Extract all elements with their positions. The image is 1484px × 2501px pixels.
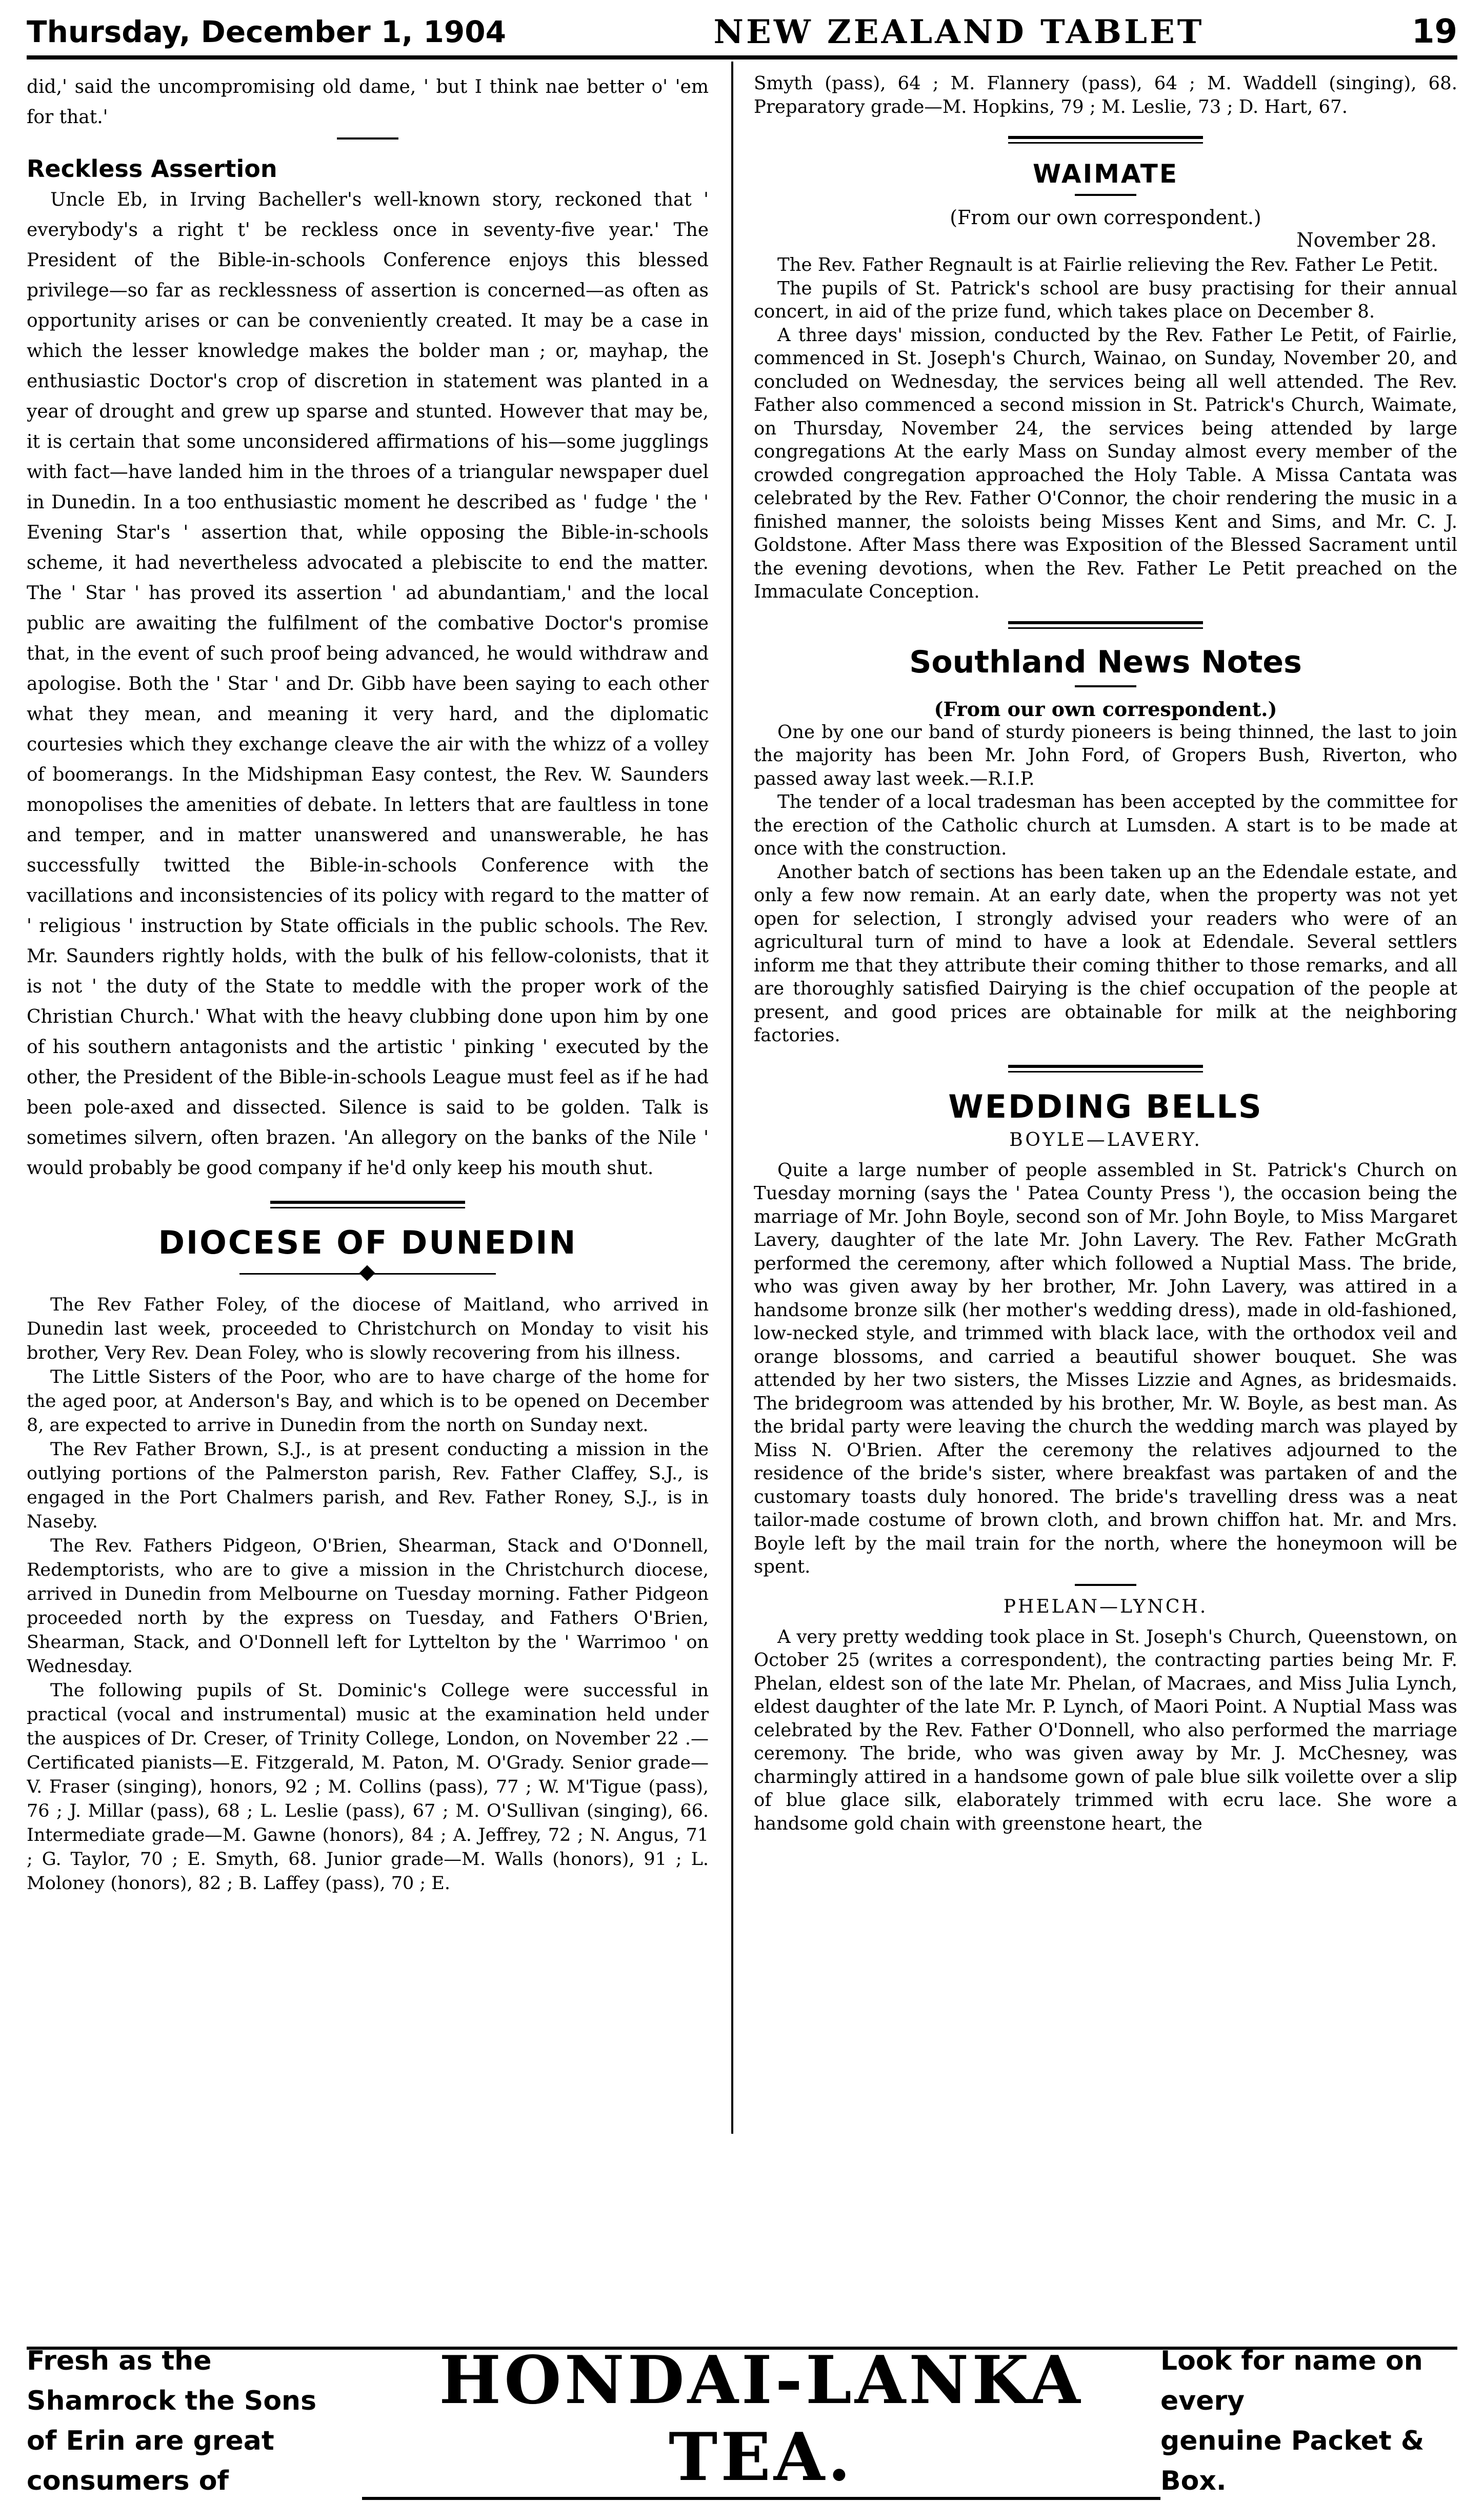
advert-right-line: genuine Packet & Box.	[1160, 2426, 1425, 2496]
waimate-correspondent: (From our own correspondent.)	[950, 206, 1261, 229]
continuation-paragraph: Smyth (pass), 64 ; M. Flannery (pass), 64 ; M. Waddell (singing), 68. Preparatory grade—M. Hopkins, 79 ; M. Leslie, 73 ; D. Hart, 67.	[754, 73, 1457, 117]
reckless-assertion-body: Uncle Eb, in Irving Bacheller's well-known story, reckoned that ' everybody's a right t' be reckless once in seventy-five year.' The President of the Bible-in-schools Conference enjoys this blessed privilege—so far as recklessness of assertion is concerned—as often as opportunity arises or can be conveniently created. It may be a case in which the lesser knowledge makes the bolder man ; or, mayhap, the enthusiastic Doctor's crop of discretion in statement was planted in a year of drought and grew up sparse and stunted. However that may be, it is certain that some unconsidered affirmations of his—some jugglings with fact—have landed him in the throes of a triangular newspaper duel in Dunedin. In a too enthusiastic moment he described as ' fudge ' the ' Evening Star's ' assertion that, while opposing the Bible-in-schools scheme, it had nevertheless advocated a plebiscite to end the matter. The ' Star ' has proved its assertion ' ad abundantiam,' and the local public are awaiting the fulfilment of the combative Doctor's promise that, in the event of such proof being advanced, he would withdraw and apologise. Both the ' Star ' and Dr. Gibb have been saying to each other what they mean, and meaning it very hard, and the diplomatic courtesies which they exchange cleave the air with the whizz of a volley of boomerangs. In the Midshipman Easy contest, the Rev. W. Saunders monopolises the amenities of debate. In letters that are faultless in tone and temper, and in matter unanswered and unanswerable, he has successfully twitted the Bible-in-schools Conference with the vacillations and inconsistencies of its policy with regard to the matter of ' religious ' instruction by State officials in the public schools. The Rev. Mr. Saunders rightly holds, with the bulk of his fellow-colonists, that it is not ' the duty of the State to meddle with the proper work of the Christian Church.' What with the heavy clubbing done upon him by one of his southern antagonists and the artistic ' pinking ' executed by the other, the President of the Bible-in-schools League must feel as if he had been pole-axed and dissected. Silence is said to be golden. Talk is sometimes silvern, often brazen. 'An allegory on the banks of the Nile ' would probably be good company if he'd only keep his mouth shut.	[27, 189, 709, 1179]
masthead	[27, 9, 1457, 54]
advert-left-line: of Erin are great consumers of	[27, 2426, 274, 2496]
short-rule	[337, 137, 398, 140]
opening-paragraph: did,' said the uncompromising old dame, ' but I think nae better o' 'em for that.'	[27, 76, 709, 128]
boyle-lavery-heading: BOYLE—LAVERY.	[1009, 1129, 1202, 1150]
waimate-dateline: November 28.	[1296, 229, 1437, 251]
section-rule	[1008, 1065, 1203, 1073]
section-rule	[270, 1201, 465, 1208]
dunedin-paragraph: The following pupils of St. Dominic's College were successful in practical (vocal and instrumental) music at the examination held under the auspices of Dr. Creser, of Trinity College, London, on November 22 .—Certificated pianists—E. Fitzgerald, M. Paton, M. O'Grady. Senior grade—V. Fraser (singing), honors, 92 ; M. Collins (pass), 77 ; W. M'Tigue (pass), 76 ; J. Millar (pass), 68 ; L. Leslie (pass), 67 ; M. O'Sullivan (singing), 66. Intermediate grade—M. Gawne (honors), 84 ; A. Jeffrey, 72 ; N. Angus, 71 ; G. Taylor, 70 ; E. Smyth, 68. Junior grade—M. Walls (honors), 91 ; L. Moloney (honors), 82 ; B. Laffey (pass), 70 ; E.	[27, 1680, 709, 1894]
boyle-lavery-body: Quite a large number of people assembled in St. Patrick's Church on Tuesday morning (says the ' Patea County Press '), the occasion being the marriage of Mr. John Boyle, second son of Mr. John Boyle, to Miss Margaret Lavery, daughter of the late Mr. John Lavery. The Rev. Father McGrath performed the ceremony, after which followed a Nuptial Mass. The bride, who was given away by her brother, Mr. John Lavery, was attired in a handsome bronze silk (her mother's wedding dress), made in old-fashioned, low-necked style, and trimmed with black lace, with the orthodox veil and orange blossoms, and carried a beautiful shower bouquet. She was attended by her two sisters, the Misses Lizzie and Agnes, as bridesmaids. The bridegroom was attended by his brother, Mr. W. Boyle, as best man. As the bridal party were leaving the church the wedding march was played by Miss N. O'Brien. After the ceremony the relatives adjourned to the residence of the bride's sister, where breakfast was partaken of and the customary toasts duly honored. The bride's travelling dress was a neat tailor-made costume of brown cloth, and brown chiffon hat. Mr. and Mrs. Boyle left by the mail train for the north, where the honeymoon will be spent.	[754, 1159, 1457, 1577]
wedding-bells-title: WEDDING BELLS	[948, 1087, 1263, 1125]
short-rule	[1075, 194, 1136, 196]
waimate-paragraph: The Rev. Father Regnault is at Fairlie relieving the Rev. Father Le Petit.	[777, 254, 1438, 275]
short-rule	[1075, 1584, 1136, 1586]
newspaper-title: NEW ZEALAND TABLET	[713, 12, 1205, 51]
phelan-lynch-heading: PHELAN—LYNCH.	[1003, 1596, 1208, 1617]
waimate-paragraph: The pupils of St. Patrick's school are busy practising for their annual concert, in aid of the prize fund, which takes place on December 8.	[754, 277, 1457, 322]
right-column	[754, 72, 1457, 2113]
left-column	[27, 72, 709, 2113]
section-rule	[1008, 136, 1203, 144]
southland-paragraph: The tender of a local tradesman has been accepted by the committee for the erection of the Catholic church at Lumsden. A start is to be made at once with the construction.	[754, 791, 1457, 859]
dunedin-paragraph: The Rev Father Brown, S.J., is at present conducting a mission in the outlying portions of the Palmerston parish, Rev. Father Claffey, S.J., is engaged in the Port Chalmers parish, and Rev. Father Roney, S.J., is in Naseby.	[27, 1439, 709, 1532]
waimate-paragraph: A three days' mission, conducted by the Rev. Father Le Petit, of Fairlie, commenced in St. Joseph's Church, Wainao, on Sunday, November 20, and concluded on Wednesday, the services being all well attended. The Rev. Father also commenced a second mission in St. Patrick's Church, Waimate, on Thursday, November 24, the services being attended by large congregations At the early Mass on Sunday almost every member of the crowded congregation approached the Holy Table. A Missa Cantata was celebrated by the Rev. Father O'Connor, the choir rendering the music in a finished manner, the soloists being Misses Kent and Sims, and Mr. C. J. Goldstone. After Mass there was Exposition of the Blessed Sacrament until the evening devotions, when the Rev. Father Le Petit preached on the Immaculate Conception.	[754, 324, 1457, 602]
advert-brand: HONDAI-LANKA TEA.	[362, 2342, 1160, 2500]
ornament-rule	[239, 1267, 496, 1280]
section-rule	[1008, 621, 1203, 629]
reckless-assertion-heading: Reckless Assertion	[27, 155, 277, 183]
short-rule	[1075, 685, 1136, 687]
diamond-ornament-icon	[359, 1265, 375, 1281]
southland-correspondent: (From our own correspondent.)	[934, 697, 1277, 721]
column-divider	[731, 62, 733, 2134]
masthead-rule	[27, 55, 1457, 59]
page-number: 19	[1411, 13, 1457, 51]
southland-paragraph: One by one our band of sturdy pioneers is being thinned, the last to join the majority has been Mr. John Ford, of Gropers Bush, Riverton, who passed away last week.—R.I.P.	[754, 721, 1457, 789]
advert-left-line: Fresh as the Shamrock the Sons	[27, 2346, 317, 2416]
southland-paragraph: Another batch of sections has been taken up an the Edendale estate, and only a few now remain. At an early date, when the property was not yet open for selection, I strongly advised your readers who were of an agricultural turn of mind to have a look at Edendale. Several settlers inform me that they attribute their coming thither to those remarks, and all are thoroughly satisfied Dairying is the chief occupation of the people at present, and good prices are obtainable for milk at the neighboring factories.	[754, 861, 1457, 1046]
waimate-title: WAIMATE	[1032, 159, 1179, 189]
dunedin-paragraph: The Little Sisters of the Poor, who are to have charge of the home for the aged poor, at Anderson's Bay, and which is to be opened on December 8, are expected to arrive in Dunedin from the north on Sunday next.	[27, 1367, 709, 1436]
advert-left-text	[27, 2341, 362, 2501]
southland-news-notes-title: Southland News Notes	[909, 644, 1302, 680]
advert-right-line: Look for name on every	[1160, 2346, 1423, 2416]
issue-date: Thursday, December 1, 1904	[27, 14, 506, 49]
dunedin-paragraph: The Rev. Fathers Pidgeon, O'Brien, Shearman, Stack and O'Donnell, Redemptorists, who are to give a mission in the Christchurch diocese, arrived in Dunedin from Melbourne on Tuesday morning. Father Pidgeon proceeded north by the express on Tuesday, and Fathers O'Brien, Shearman, Stack, and O'Donnell left for Lyttelton by the ' Warrimoo ' on Wednesday.	[27, 1536, 709, 1677]
advert-right-text	[1160, 2341, 1457, 2501]
dunedin-paragraph: The Rev Father Foley, of the diocese of Maitland, who arrived in Dunedin last week, proceeded to Christchurch on Monday to visit his brother, Very Rev. Dean Foley, who is slowly recovering from his illness.	[27, 1295, 709, 1363]
diocese-of-dunedin-title: DIOCESE OF DUNEDIN	[158, 1224, 577, 1261]
tea-advertisement	[27, 2342, 1457, 2496]
phelan-lynch-body: A very pretty wedding took place in St. Joseph's Church, Queenstown, on October 25 (writes a correspondent), the contracting parties being Mr. F. Phelan, eldest son of the late Mr. Phelan, of Macraes, and Miss Julia Lynch, eldest daughter of the late Mr. P. Lynch, of Maori Point. A Nuptial Mass was celebrated by the Rev. Father O'Donnell, who also performed the marriage ceremony. The bride, who was given away by Mr. J. McChesney, was charmingly attired in a handsome gown of pale blue silk voilette over a slip of blue glace silk, elaborately trimmed with ecru lace. She wore a handsome gold chain with greenstone heart, the	[754, 1626, 1457, 1834]
